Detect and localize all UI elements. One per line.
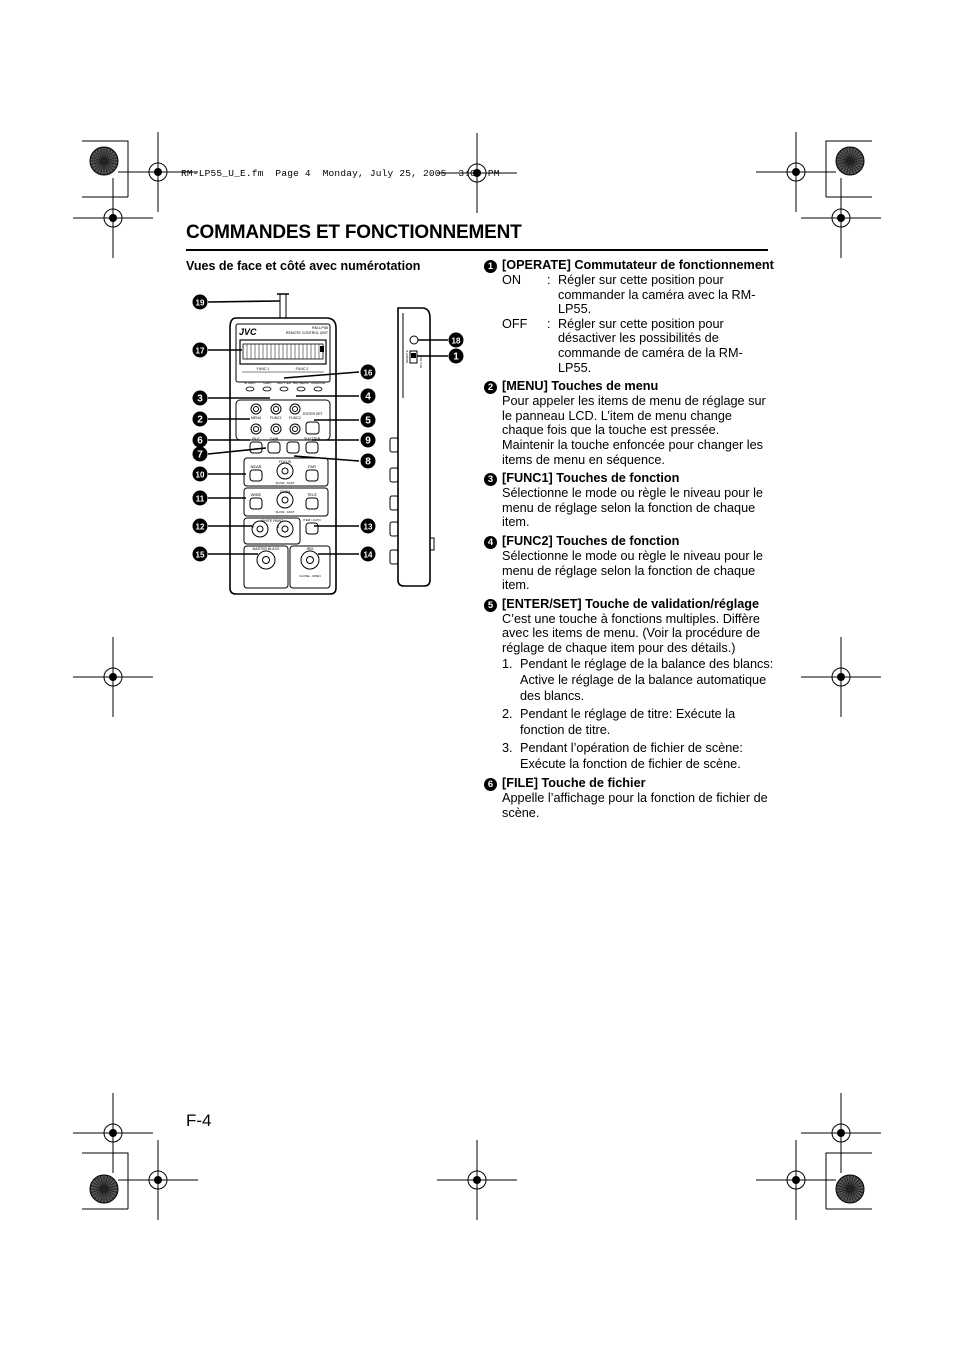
remote-control-figure bbox=[186, 288, 466, 598]
numbered-step: 2. Pendant le réglage de titre: Exécute la fonction de titre. bbox=[502, 707, 736, 738]
callout-number: 13 bbox=[363, 522, 373, 532]
file-label: FILE bbox=[252, 437, 260, 441]
item-heading-text: [FUNC2] Touches de fonction bbox=[502, 533, 680, 548]
focus-speed-label: SLOW - FAST bbox=[275, 481, 295, 485]
item-4 bbox=[484, 534, 774, 593]
item-6 bbox=[484, 776, 774, 820]
led-label: SHUTTER bbox=[276, 381, 292, 385]
title-divider bbox=[186, 249, 768, 251]
callout-number: 19 bbox=[195, 298, 205, 308]
callout-number: 7 bbox=[197, 449, 203, 461]
item-number-badge: 3 bbox=[484, 473, 497, 486]
callout-markers bbox=[193, 295, 464, 562]
item-body-text: Sélectionne le mode ou règle le niveau pour le menu de réglage selon la fonction de chaque item. bbox=[502, 486, 763, 530]
item-1 bbox=[484, 258, 774, 375]
callout-number: 6 bbox=[197, 435, 203, 447]
item-body-text: Appelle l’affichage pour la fonction de fichier de scène. bbox=[502, 791, 768, 821]
callout-number: 16 bbox=[363, 368, 373, 378]
gain-label: GAIN bbox=[269, 437, 279, 441]
onoff-side-label: ON / OFF bbox=[419, 355, 423, 368]
figure-subtitle: Vues de face et côté avec numérotation bbox=[186, 259, 421, 273]
auto-label: ITEM / AUTO bbox=[303, 518, 321, 522]
item-number-badge: 2 bbox=[484, 381, 497, 394]
numbered-step: 1. Pendant le réglage de la balance des blancs: Active le réglage de la balance automatique des blancs. bbox=[502, 657, 774, 704]
far-label: FAR bbox=[308, 464, 316, 469]
item-heading-text: [FUNC1] Touches de fonction bbox=[502, 471, 680, 486]
callout-number: 4 bbox=[365, 391, 371, 403]
item-heading bbox=[484, 379, 774, 394]
item-heading bbox=[484, 597, 774, 612]
led-label: GAIN bbox=[263, 381, 271, 385]
item-heading-text: [ENTER/SET] Touche de validation/réglage bbox=[502, 596, 760, 611]
callout-number: 8 bbox=[365, 456, 371, 468]
func2-bar-label: FUNC 2 bbox=[295, 367, 309, 371]
r-label: R bbox=[252, 525, 255, 529]
jvc-logo: JVC bbox=[239, 327, 257, 337]
item-number-badge: 4 bbox=[484, 536, 497, 549]
wide-label: WIDE bbox=[250, 492, 262, 497]
callout-number: 14 bbox=[363, 550, 373, 560]
description-column bbox=[484, 258, 774, 825]
func2-label: FUNC2 bbox=[289, 416, 301, 420]
func1-label: FUNC1 bbox=[270, 416, 282, 420]
led-label: OPERATE bbox=[310, 381, 326, 385]
func1-bar-label: FUNC 1 bbox=[256, 367, 270, 371]
item-body-text: Pour appeler les items de menu de réglage sur le panneau LCD. L’item de menu change chaque fois que la touche est pressée. Maintenir la touche enfoncée pour changer les items de menu en séquence. bbox=[502, 394, 766, 467]
zoom-label: ZOOM bbox=[279, 490, 291, 494]
callout-number: 5 bbox=[365, 415, 371, 427]
item-heading-text: [OPERATE] Commutateur de fonctionnement bbox=[502, 258, 774, 272]
item-heading bbox=[484, 776, 774, 791]
iris-label: IRIS bbox=[306, 547, 314, 551]
callout-number: 18 bbox=[451, 336, 461, 346]
item-heading-text: [MENU] Touches de menu bbox=[502, 379, 659, 394]
enter-set-label: ENTER SET bbox=[303, 412, 323, 416]
b-label: B bbox=[277, 525, 280, 529]
file-header: RM-LP55_U_E.fm Page 4 Monday, July 25, 2005 3:09 PM bbox=[181, 168, 500, 179]
item-heading bbox=[484, 258, 774, 273]
item-number-badge: 1 bbox=[484, 260, 497, 273]
item-number-badge: 6 bbox=[484, 778, 497, 791]
focus-label: FOCUS bbox=[278, 460, 292, 464]
callout-number: 17 bbox=[195, 346, 205, 356]
callout-number: 1 bbox=[453, 351, 459, 363]
menu-label: MENU bbox=[250, 416, 262, 420]
unit-label: REMOTE CONTROL UNIT bbox=[285, 331, 328, 335]
led-label: IN SHUT bbox=[244, 381, 256, 385]
model-label: RM-LP55 bbox=[311, 326, 328, 330]
tele-label: TELE bbox=[306, 492, 318, 497]
near-label: NEAR bbox=[250, 464, 262, 469]
callout-number: 2 bbox=[197, 414, 203, 426]
page-title: COMMANDES ET FONCTIONNEMENT bbox=[186, 222, 522, 243]
callout-number: 9 bbox=[365, 435, 371, 447]
remote-side-label: REMOTE bbox=[405, 350, 409, 363]
item-body-text: Sélectionne le mode ou règle le niveau pour le menu de réglage selon la fonction de chaque item. bbox=[502, 548, 763, 593]
item-body-text: C’est une touche à fonctions multiples. Diffère avec les items de menu. (Voir la procédure de réglage de chaque item pour des détails.) bbox=[502, 611, 761, 655]
item-heading-text: [FILE] Touche de fichier bbox=[502, 776, 646, 791]
item-heading bbox=[484, 534, 774, 549]
item-heading bbox=[484, 471, 774, 486]
zoom-speed-label: SLOW - FAST bbox=[275, 510, 295, 514]
item-3 bbox=[484, 471, 774, 530]
white-paint-label: WHITE PAINT bbox=[260, 519, 284, 523]
callout-number: 10 bbox=[195, 470, 205, 480]
iris-speed-label: CLOSE - OPEN bbox=[299, 574, 321, 578]
callout-number: 11 bbox=[195, 494, 205, 504]
option-row: OFF : Régler sur cette position pour désactiver les possibilités de commande de caméra de la RM-LP55. bbox=[502, 316, 743, 375]
shutter-label: SHUTTER bbox=[303, 437, 321, 441]
item-5 bbox=[484, 597, 774, 773]
callout-number: 3 bbox=[197, 393, 203, 405]
callout-number: 15 bbox=[195, 550, 205, 560]
led-label: BRI./MENU bbox=[293, 381, 309, 385]
item-number-badge: 5 bbox=[484, 599, 497, 612]
master-black-label: MASTER BLACK bbox=[252, 547, 280, 551]
option-row: ON : Régler sur cette position pour commander la caméra avec la RM-LP55. bbox=[502, 273, 756, 317]
numbered-step: 3. Pendant l’opération de fichier de scène: Exécute la fonction de fichier de scène. bbox=[502, 741, 743, 772]
page-number: F-4 bbox=[186, 1111, 212, 1130]
item-2 bbox=[484, 379, 774, 467]
callout-number: 12 bbox=[195, 522, 205, 532]
